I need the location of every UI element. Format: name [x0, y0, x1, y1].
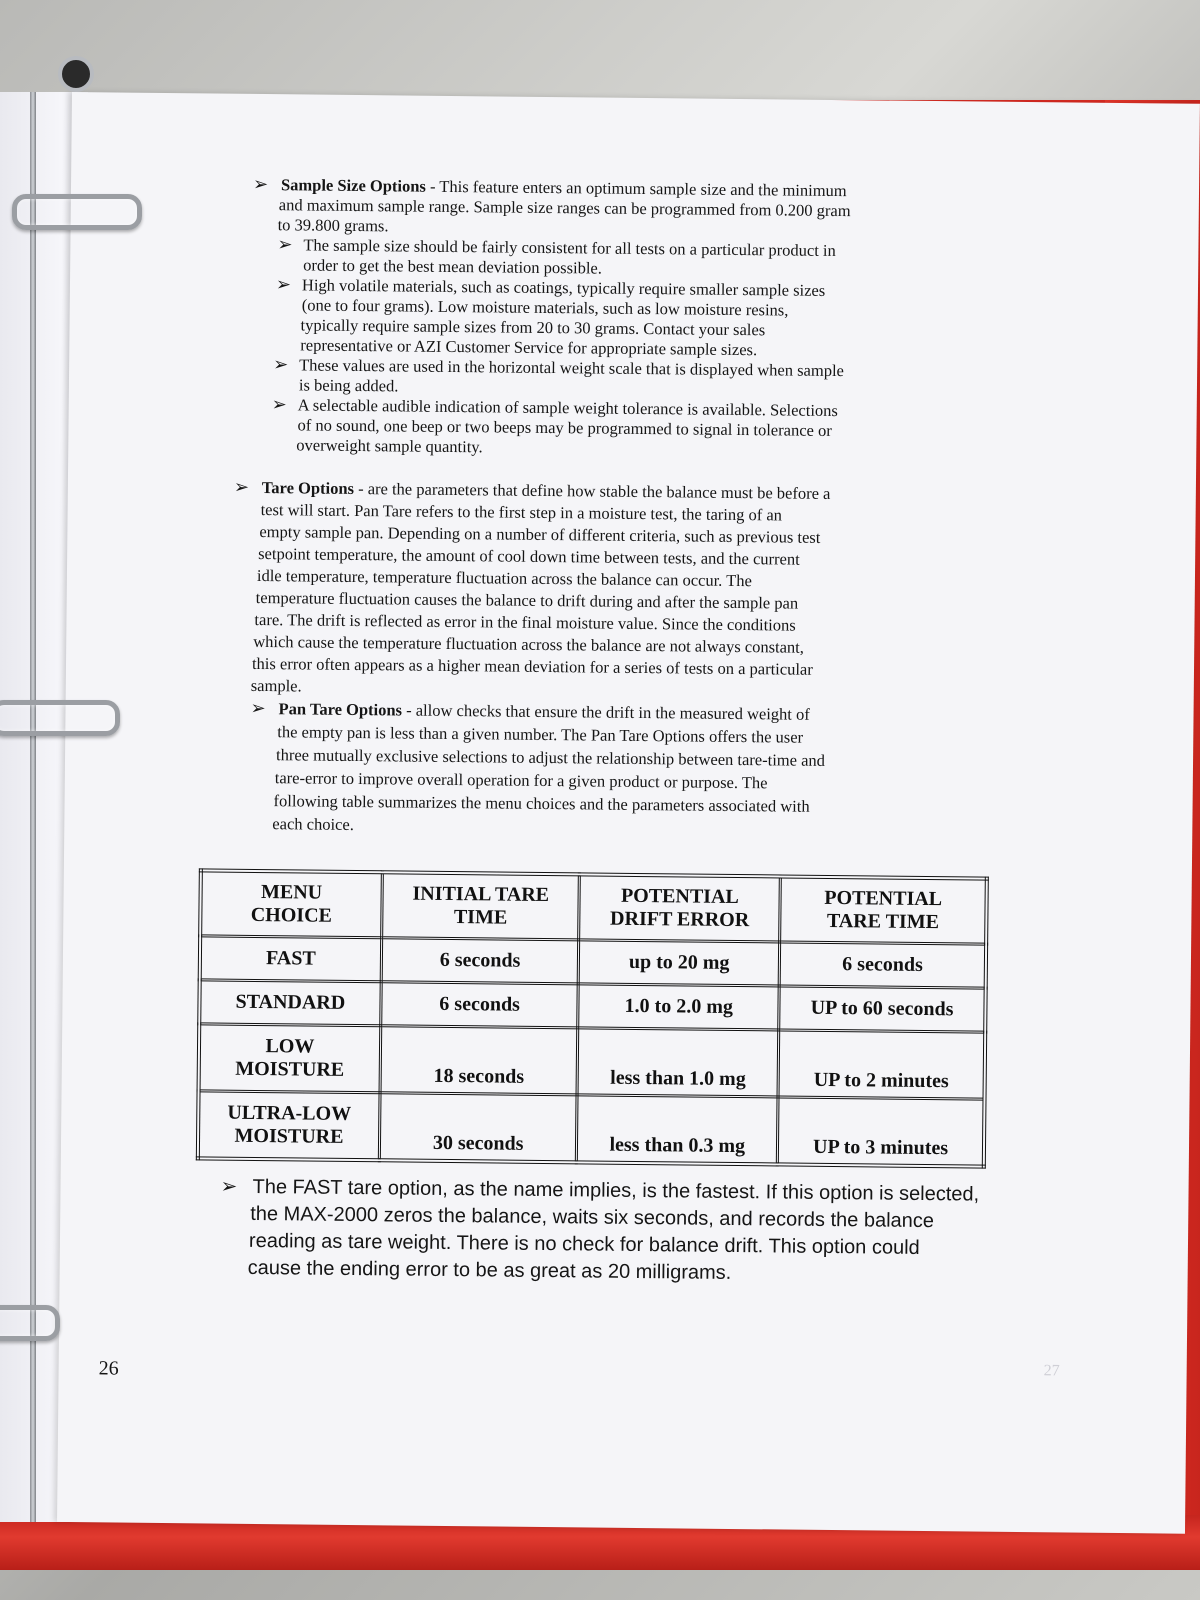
sub-bullet-2-line-2: (one to four grams). Low moisture materials, such as low moisture resins, [301, 295, 789, 320]
cell-drift-error: less than 0.3 mg [577, 1095, 778, 1165]
cell-tare-time: UP to 3 minutes [778, 1097, 985, 1167]
facing-page-number: 27 [1043, 1362, 1060, 1380]
fast-note-line-1: The FAST tare option, as the name implies, is the fastest. If this option is selected, [252, 1175, 980, 1206]
cell-menu-choice: ULTRA-LOW MOISTURE [198, 1091, 380, 1160]
page-content [57, 92, 1200, 1534]
tare-line-5: idle temperature, temperature fluctuation across the balance can occur. The [256, 565, 752, 591]
bullet-icon: ➢ [273, 354, 289, 375]
page-number: 26 [98, 1357, 119, 1380]
cell-drift-error: 1.0 to 2.0 mg [578, 984, 779, 1030]
header-potential-tare-time: POTENTIAL TARE TIME [780, 876, 987, 944]
bullet-icon: ➢ [250, 697, 266, 719]
bullet-icon: ➢ [220, 1175, 238, 1198]
cell-initial-tare-time: 18 seconds [380, 1026, 578, 1095]
cell-initial-tare-time: 6 seconds [381, 938, 579, 984]
cell-menu-choice: LOW MOISTURE [199, 1024, 381, 1093]
header-initial-tare-time: INITIAL TARE TIME [382, 872, 580, 940]
binder-ring-hole [58, 56, 94, 92]
tare-line-6: temperature fluctuation causes the balance to drift during and after the sample pan [255, 587, 799, 613]
sub-bullet-4-line-2: of no sound, one beep or two beeps may be programmed to signal in tolerance or [297, 415, 832, 440]
tare-line-7: tare. The drift is reflected as error in the final moisture value. Since the conditions [254, 609, 796, 635]
tare-line-3: empty sample pan. Depending on a number of different criteria, such as previous test [259, 521, 821, 547]
sub-bullet-4-line-1: A selectable audible indication of sample weight tolerance is available. Selections [297, 395, 839, 421]
fast-note-line-3: reading as tare weight. There is no check for balance drift. This option could [248, 1229, 920, 1259]
pan-tare-table [196, 868, 989, 1168]
binder-ring-top [12, 194, 142, 230]
sample-size-line-3: to 39.800 grams. [277, 215, 389, 236]
cell-initial-tare-time: 6 seconds [381, 982, 579, 1028]
bullet-icon: ➢ [233, 476, 250, 497]
sample-size-line-1: Sample Size Options - This feature enters an optimum sample size and the minimum [280, 175, 847, 201]
cell-menu-choice: FAST [200, 936, 382, 982]
tare-line-1: Tare Options - are the parameters that define how stable the balance must be before a [261, 478, 831, 503]
bullet-icon: ➢ [277, 234, 293, 255]
sample-size-line-2: and maximum sample range. Sample size ranges can be programmed from 0.200 gram [278, 195, 851, 221]
sub-bullet-1-line-1: The sample size should be fairly consistent for all tests on a particular product in [303, 235, 836, 261]
tare-line-9: this error often appears as a higher mean deviation for a series of tests on a particular [251, 653, 813, 679]
cell-drift-error: less than 1.0 mg [577, 1028, 778, 1097]
tare-heading: Tare Options [261, 478, 355, 498]
sample-size-heading: Sample Size Options [280, 175, 426, 196]
tare-line-10: sample. [250, 675, 302, 696]
tare-line-2: test will start. Pan Tare refers to the first step in a moisture test, the taring of an [260, 499, 783, 525]
sub-bullet-4-line-3: overweight sample quantity. [296, 435, 483, 457]
cell-tare-time: UP to 60 seconds [779, 986, 986, 1032]
fast-note-line-2: the MAX-2000 zeros the balance, waits six seconds, and records the balance [250, 1202, 935, 1233]
bullet-icon: ➢ [275, 274, 292, 295]
table-row [198, 1091, 985, 1167]
bullet-icon: ➢ [271, 394, 287, 415]
pan-tare-line-2: the empty pan is less than a given number. The Pan Tare Options offers the user [277, 722, 804, 747]
cell-initial-tare-time: 30 seconds [379, 1093, 577, 1163]
pan-tare-line-6: each choice. [272, 814, 354, 834]
pan-tare-line-4: tare-error to improve overall operation for a given product or purpose. The [274, 768, 768, 793]
cell-drift-error: up to 20 mg [579, 940, 780, 986]
sub-bullet-3-line-2: is being added. [298, 375, 399, 396]
binder-ring-middle [0, 700, 120, 736]
sub-bullet-2-line-3: typically require sample sizes from 20 to 30 grams. Contact your sales [300, 315, 766, 340]
sub-bullet-2-line-1: High volatile materials, such as coatings, typically require smaller sample sizes [301, 275, 826, 300]
manual-page [57, 92, 1200, 1534]
tare-line-8: which cause the temperature fluctuation across the balance are not always constant, [253, 631, 805, 657]
fast-note-line-4: cause the ending error to be as great as 20 milligrams. [247, 1256, 732, 1284]
cell-menu-choice: STANDARD [199, 980, 381, 1026]
sub-bullet-2-line-4: representative or AZI Customer Service for appropriate sample sizes. [300, 335, 758, 360]
bullet-icon: ➢ [252, 173, 269, 195]
cell-tare-time: UP to 2 minutes [778, 1030, 985, 1099]
pan-tare-line-3: three mutually exclusive selections to adjust the relationship between tare-time and [275, 745, 826, 770]
table-row [199, 1024, 986, 1099]
binder-ring-bottom [0, 1305, 60, 1341]
tare-line-4: setpoint temperature, the amount of cool down time between tests, and the current [258, 543, 800, 569]
header-menu-choice: MENU CHOICE [200, 870, 382, 937]
table-header-row [200, 870, 987, 944]
pan-tare-line-1: Pan Tare Options - allow checks that ensure the drift in the measured weight of [278, 699, 810, 724]
sub-bullet-1-line-2: order to get the best mean deviation possible. [303, 255, 603, 278]
pan-tare-heading: Pan Tare Options [278, 699, 403, 720]
sub-bullet-3-line-1: These values are used in the horizontal weight scale that is displayed when sample [299, 355, 845, 381]
cell-tare-time: 6 seconds [779, 942, 986, 988]
pan-tare-line-5: following table summarizes the menu choices and the parameters associated with [273, 791, 810, 816]
header-potential-drift-error: POTENTIAL DRIFT ERROR [579, 874, 780, 942]
